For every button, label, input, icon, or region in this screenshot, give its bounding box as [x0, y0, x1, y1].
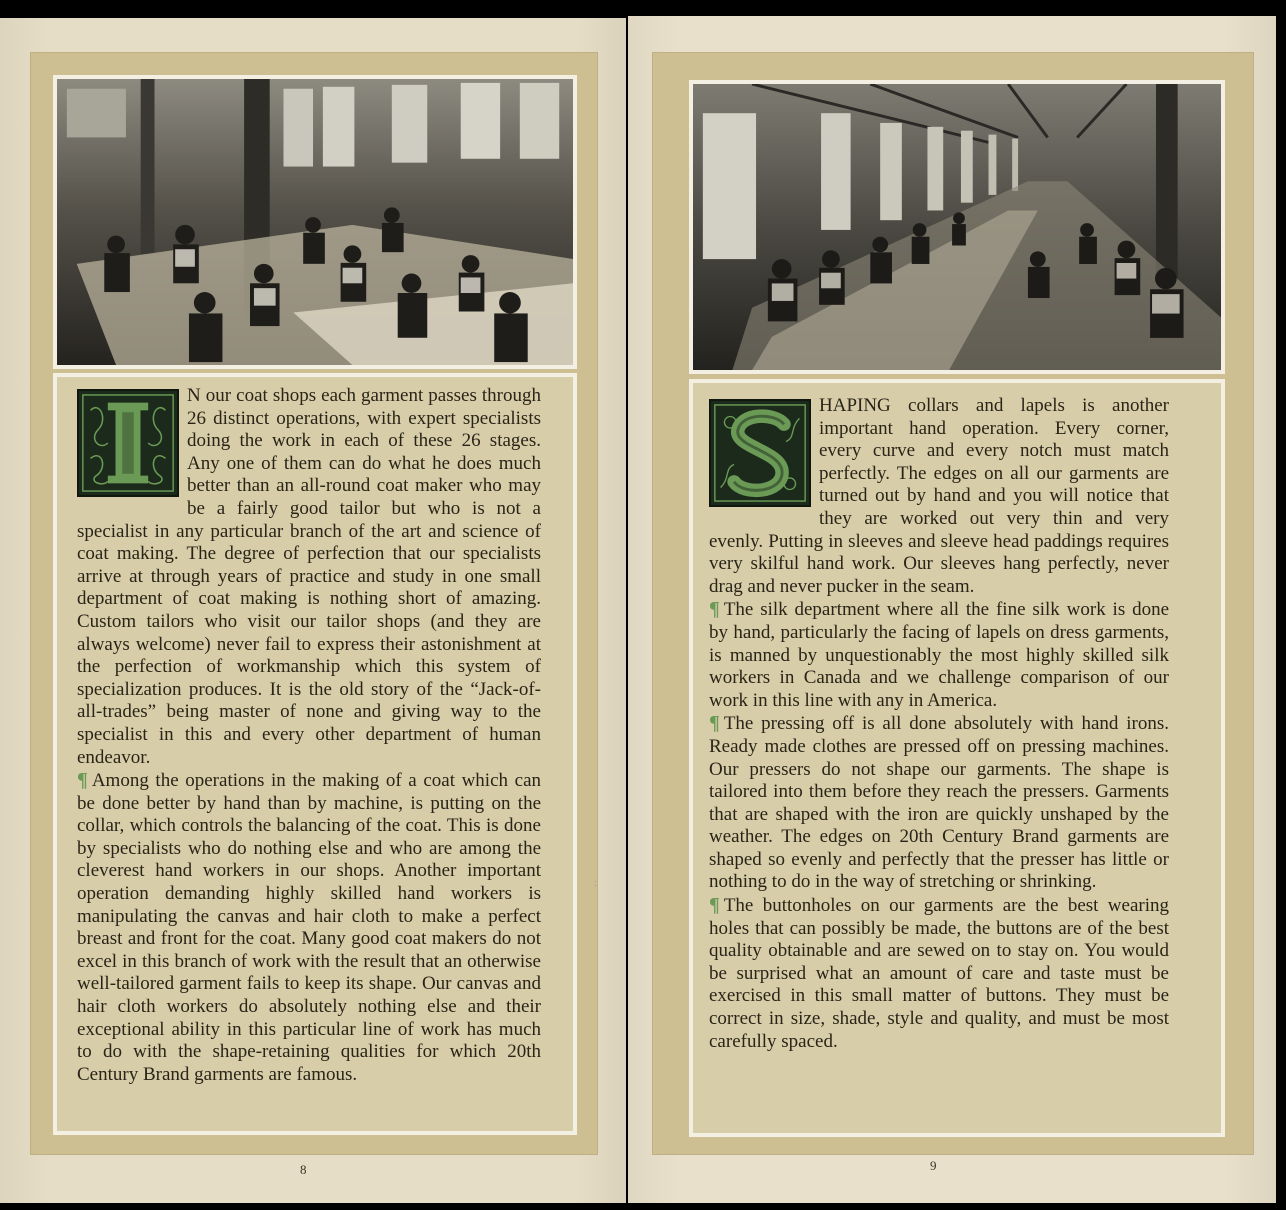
right-body-text	[709, 395, 1169, 1053]
right-page	[628, 16, 1276, 1203]
dropcap-s	[709, 399, 811, 507]
right-paragraph-4-text: The buttonholes on our garments are the best wearing holes that can possibly be made, the buttons are of the best quality obtainable and are sewed on to stay on. You would be surprised what an amount of care and taste must be exercised in this small matter of buttons. They must be correct in size, shade, style and quality, and must be most carefully spaced.	[709, 895, 1169, 1052]
right-paragraph-2-text: The silk department where all the fine silk work is done by hand, particularly the facing of lapels on dress garments, is manned by unquestionably the most highly skilled silk workers in Canada and we challenge comparison of our work in this line with any in America.	[709, 599, 1169, 711]
ornamental-letter-i-icon	[79, 391, 177, 495]
left-paragraph-2-text: Among the operations in the making of a coat which can be done better by hand than by machine, is putting on the collar, which controls the balancing of the coat. This is done by specialists who do nothing else and who are among the cleverest hand workers in our shops. Another important operation demanding highly skilled hand workers is manipulating the canvas and hair cloth to make a perfect breast and front for the coat. Many good coat makers do not excel in this branch of work with the result that an otherwise well-tailored garment fails to keep its shape. Our canvas and hair cloth workers do absolutely nothing else and their exceptional ability in this particular line of work has much to do with the shape-retaining qualities for which 20th Century Brand garments are famous.	[77, 770, 541, 1085]
left-lead-text: N our coat shops each garment passes through 26 distinct operations, with expert specialists doing the work in each of these 26 stages. Any one of them can do what he does much better than an all-round coat maker who may be a fairly good tailor but who is not a specialist in any particular branch of the art and science of coat making. The degree of perfection that our specialists arrive at through years of practice and study in one small department of coat making is nothing short of amazing. Custom tailors who visit our tailor shops (and they are always welcome) never fail to express their astonishment at the perfection of workmanship which this system of specialization produces. It is the old story of the “Jack-of-all-trades” being master of none and giving way to the specialist in this and every other department of human endeavor.	[77, 385, 541, 768]
right-paragraph-3-text: The pressing off is all done absolutely with hand irons. Ready made clothes are pressed off on pressing machines. Our pressers do not shape our garments. The shape is tailored into them before they reach the pressers. Garments that are shaped with the iron are quickly unshaped by the weather. The edges on 20th Century Brand garments are shaped so evenly and perfectly that the presser has little or nothing to do in the way of stretching or shrinking.	[709, 713, 1169, 893]
left-page	[0, 18, 626, 1203]
right-text-panel	[689, 379, 1225, 1137]
ornamental-letter-s-icon	[711, 401, 809, 505]
right-page-frame	[652, 52, 1254, 1155]
dropcap-i	[77, 389, 179, 497]
pilcrow-icon: ¶	[709, 894, 720, 917]
right-paragraph-3	[709, 712, 1169, 894]
left-paragraph-2	[77, 769, 541, 1086]
right-photo	[689, 80, 1225, 374]
left-page-number: 8	[300, 1162, 307, 1177]
fold-mark: :	[594, 878, 597, 889]
pilcrow-icon: ¶	[77, 769, 88, 792]
sewing-room-workroom-photo-icon	[693, 84, 1221, 370]
right-paragraph-2	[709, 598, 1169, 712]
right-lead-text: HAPING collars and lapels is another important hand operation. Every corner, every curve and every notch must match perfectly. The edges on all our garments are turned out by hand and you will notice that they are worked out very thin and very evenly. Putting in sleeves and sleeve head paddings requires very skilful hand work. Our sleeves hang perfectly, never drag and never pucker in the seam.	[709, 395, 1169, 597]
coat-shop-workroom-photo-icon	[57, 79, 573, 365]
left-body-text	[77, 385, 541, 1086]
left-page-frame	[30, 52, 598, 1155]
right-paragraph-4	[709, 894, 1169, 1053]
left-photo	[53, 75, 577, 369]
left-text-panel	[53, 373, 577, 1135]
pilcrow-icon: ¶	[709, 712, 720, 735]
pilcrow-icon: ¶	[709, 598, 720, 621]
right-page-number: 9	[930, 1158, 937, 1173]
